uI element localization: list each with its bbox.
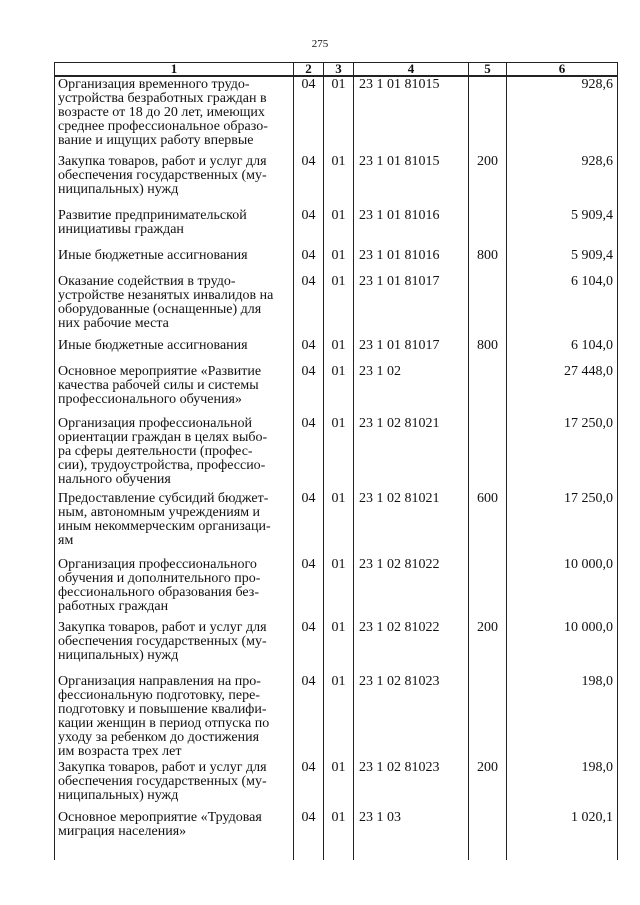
header-col-6: 6	[507, 63, 618, 77]
row-subsection: 01	[324, 674, 354, 760]
row-expense-type	[469, 810, 507, 860]
row-target-article: 23 1 01 81016	[354, 248, 469, 274]
row-target-article: 23 1 02 81021	[354, 491, 469, 557]
row-name: Оказание содействия в трудо- устройстве незанятых инвалидов на оборудованные (оснащенные) для них рабочие места	[55, 274, 294, 338]
row-expense-type	[469, 364, 507, 416]
row-amount: 928,6	[507, 154, 618, 208]
row-amount: 928,6	[507, 76, 618, 154]
row-section: 04	[294, 274, 324, 338]
row-target-article: 23 1 03	[354, 810, 469, 860]
row-name: Закупка товаров, работ и услуг для обеспечения государственных (му- ниципальных) нужд	[55, 154, 294, 208]
table-row	[55, 557, 618, 620]
row-name: Организация временного трудо- устройства безработных граждан в возрасте от 18 до 20 лет, имеющих среднее профессиональное образо- вание и ищущих работу впервые	[55, 76, 294, 154]
row-expense-type: 200	[469, 760, 507, 810]
table-body	[55, 76, 618, 860]
table-row	[55, 416, 618, 491]
row-target-article: 23 1 01 81016	[354, 208, 469, 248]
row-name: Основное мероприятие «Развитие качества рабочей силы и системы профессионального обучения»	[55, 364, 294, 416]
table-row	[55, 491, 618, 557]
row-name: Предоставление субсидий бюджет- ным, автономным учреждениям и иным некоммерческим организаци- ям	[55, 491, 294, 557]
row-amount: 1 020,1	[507, 810, 618, 860]
header-row	[55, 63, 618, 77]
row-section: 04	[294, 364, 324, 416]
row-section: 04	[294, 154, 324, 208]
row-section: 04	[294, 416, 324, 491]
row-name: Организация профессионального обучения и дополнительного про- фессионального образования без- работных граждан	[55, 557, 294, 620]
row-target-article: 23 1 01 81015	[354, 154, 469, 208]
row-section: 04	[294, 248, 324, 274]
row-name: Организация направления на про- фессиональную подготовку, пере- подготовку и повышение квалифи- кации женщин в период отпуска по уходу за ребенком до достижения им возраста трех лет	[55, 674, 294, 760]
row-section: 04	[294, 810, 324, 860]
row-section: 04	[294, 760, 324, 810]
row-target-article: 23 1 02 81022	[354, 557, 469, 620]
table-row	[55, 76, 618, 154]
table-row	[55, 154, 618, 208]
row-amount: 10 000,0	[507, 557, 618, 620]
row-subsection: 01	[324, 274, 354, 338]
row-name: Иные бюджетные ассигнования	[55, 248, 294, 274]
header-col-3: 3	[324, 63, 354, 77]
row-subsection: 01	[324, 416, 354, 491]
row-expense-type	[469, 76, 507, 154]
row-name: Основное мероприятие «Трудовая миграция населения»	[55, 810, 294, 860]
row-target-article: 23 1 01 81015	[354, 76, 469, 154]
row-amount: 6 104,0	[507, 338, 618, 364]
table-row	[55, 208, 618, 248]
row-target-article: 23 1 01 81017	[354, 274, 469, 338]
row-expense-type	[469, 274, 507, 338]
row-section: 04	[294, 491, 324, 557]
row-section: 04	[294, 208, 324, 248]
table-row	[55, 760, 618, 810]
row-amount: 10 000,0	[507, 620, 618, 674]
row-target-article: 23 1 02 81022	[354, 620, 469, 674]
row-subsection: 01	[324, 810, 354, 860]
row-target-article: 23 1 02	[354, 364, 469, 416]
row-subsection: 01	[324, 338, 354, 364]
row-expense-type	[469, 557, 507, 620]
row-amount: 5 909,4	[507, 248, 618, 274]
header-col-4: 4	[354, 63, 469, 77]
row-subsection: 01	[324, 760, 354, 810]
row-name: Закупка товаров, работ и услуг для обеспечения государственных (му- ниципальных) нужд	[55, 760, 294, 810]
row-subsection: 01	[324, 154, 354, 208]
row-expense-type	[469, 416, 507, 491]
budget-table	[54, 62, 618, 860]
row-subsection: 01	[324, 248, 354, 274]
row-expense-type: 200	[469, 154, 507, 208]
row-name: Развитие предпринимательской инициативы граждан	[55, 208, 294, 248]
table-row	[55, 338, 618, 364]
row-subsection: 01	[324, 208, 354, 248]
row-subsection: 01	[324, 557, 354, 620]
table-row	[55, 674, 618, 760]
row-amount: 27 448,0	[507, 364, 618, 416]
row-expense-type: 800	[469, 338, 507, 364]
row-amount: 17 250,0	[507, 416, 618, 491]
row-target-article: 23 1 02 81021	[354, 416, 469, 491]
table-header	[55, 63, 618, 77]
page-number: 275	[311, 38, 329, 50]
row-amount: 198,0	[507, 674, 618, 760]
row-subsection: 01	[324, 364, 354, 416]
header-col-5: 5	[469, 63, 507, 77]
table-row	[55, 248, 618, 274]
row-target-article: 23 1 02 81023	[354, 760, 469, 810]
row-section: 04	[294, 338, 324, 364]
row-expense-type	[469, 674, 507, 760]
row-expense-type: 800	[469, 248, 507, 274]
row-expense-type	[469, 208, 507, 248]
header-col-1: 1	[55, 63, 294, 77]
row-expense-type: 600	[469, 491, 507, 557]
row-subsection: 01	[324, 491, 354, 557]
row-target-article: 23 1 02 81023	[354, 674, 469, 760]
table-row	[55, 364, 618, 416]
row-subsection: 01	[324, 76, 354, 154]
row-name: Организация профессиональной ориентации граждан в целях выбо- ра сферы деятельности (профес- сии), трудоустройства, профессио- нального обучения	[55, 416, 294, 491]
row-section: 04	[294, 620, 324, 674]
row-amount: 6 104,0	[507, 274, 618, 338]
row-target-article: 23 1 01 81017	[354, 338, 469, 364]
row-section: 04	[294, 557, 324, 620]
row-amount: 17 250,0	[507, 491, 618, 557]
row-amount: 198,0	[507, 760, 618, 810]
table-row	[55, 274, 618, 338]
row-section: 04	[294, 76, 324, 154]
row-name: Закупка товаров, работ и услуг для обеспечения государственных (му- ниципальных) нужд	[55, 620, 294, 674]
row-section: 04	[294, 674, 324, 760]
table-row	[55, 810, 618, 860]
row-name: Иные бюджетные ассигнования	[55, 338, 294, 364]
table-row	[55, 620, 618, 674]
header-col-2: 2	[294, 63, 324, 77]
row-amount: 5 909,4	[507, 208, 618, 248]
row-subsection: 01	[324, 620, 354, 674]
row-expense-type: 200	[469, 620, 507, 674]
